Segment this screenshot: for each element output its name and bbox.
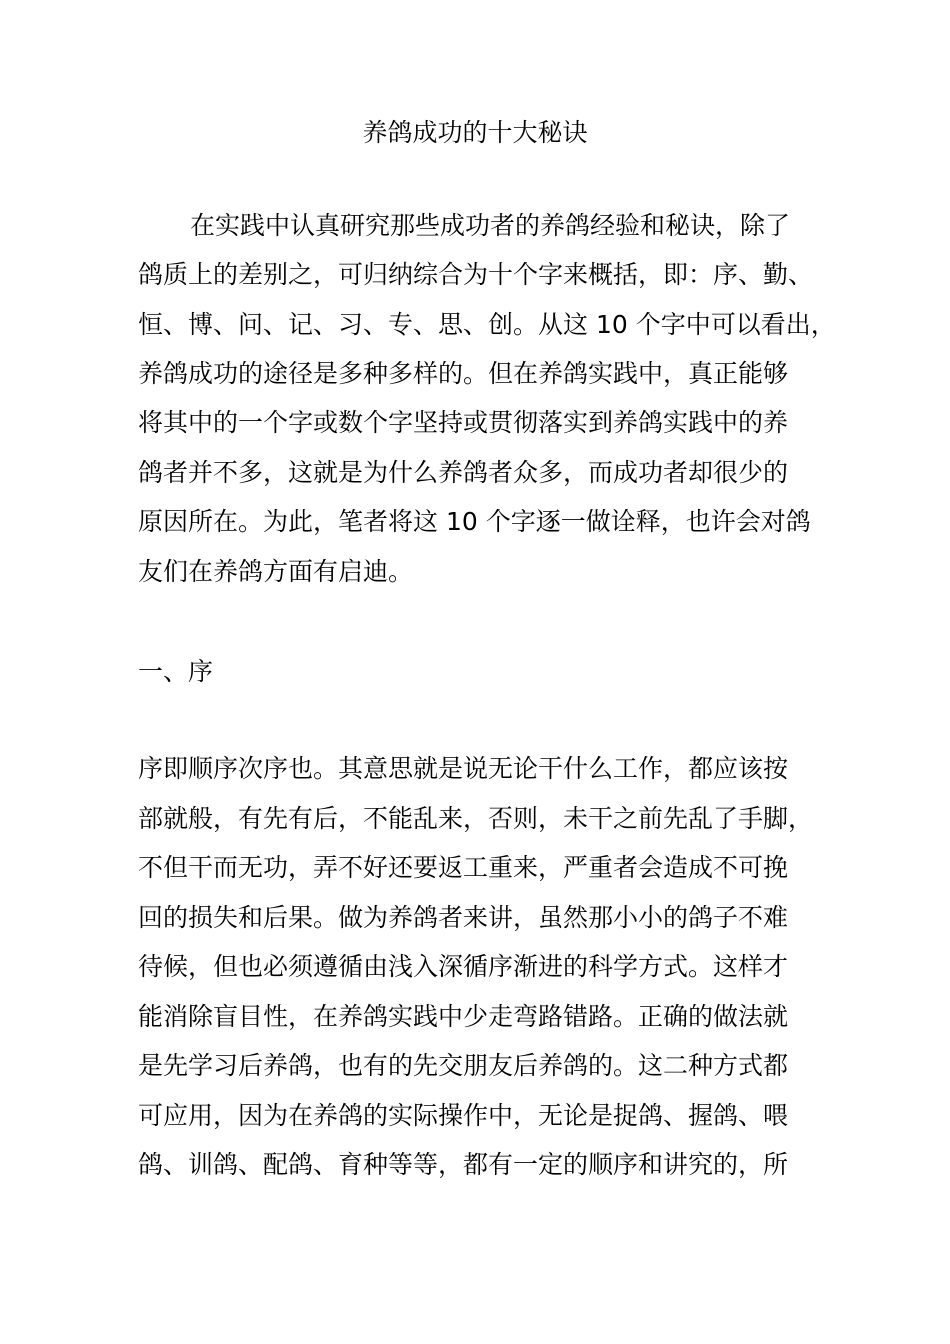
paragraph-line: 回的损失和后果。做为养鸽者来讲，虽然那小小的鸽子不难 bbox=[138, 903, 789, 932]
paragraph-line: 是先学习后养鸽，也有的先交朋友后养鸽的。这二种方式都 bbox=[138, 1051, 789, 1080]
paragraph-line: 待候，但也必须遵循由浅入深循序渐进的科学方式。这样才 bbox=[138, 952, 789, 981]
paragraph-line: 部就般，有先有后，不能乱来，否则，未干之前先乱了手脚， bbox=[138, 804, 814, 833]
paragraph-line: 序即顺序次序也。其意思就是说无论干什么工作，都应该按 bbox=[138, 754, 789, 783]
document-title: 养鸽成功的十大秘诀 bbox=[362, 118, 588, 147]
paragraph-line: 原因所在。为此，笔者将这 10 个字逐一做诠释，也许会对鸽 bbox=[138, 507, 811, 536]
paragraph-line: 将其中的一个字或数个字坚持或贯彻落实到养鸽实践中的养 bbox=[138, 408, 789, 437]
paragraph-line: 鸽者并不多，这就是为什么养鸽者众多，而成功者却很少的 bbox=[138, 458, 789, 487]
paragraph-line: 鸽、训鸽、配鸽、育种等等，都有一定的顺序和讲究的，所 bbox=[138, 1150, 789, 1179]
paragraph-line: 可应用，因为在养鸽的实际操作中，无论是捉鸽、握鸽、喂 bbox=[138, 1101, 789, 1130]
paragraph-line: 在实践中认真研究那些成功者的养鸽经验和秘诀，除了 bbox=[190, 211, 791, 240]
paragraph-line: 养鸽成功的途径是多种多样的。但在养鸽实践中，真正能够 bbox=[138, 359, 789, 388]
paragraph-line: 友们在养鸽方面有启迪。 bbox=[138, 557, 414, 586]
paragraph-line: 恒、博、问、记、习、专、思、创。从这 10 个字中可以看出， bbox=[138, 310, 836, 339]
paragraph-line: 鸽质上的差别之，可归纳综合为十个字来概括，即：序、勤、 bbox=[138, 260, 814, 289]
paragraph-line: 不但干而无功，弄不好还要返工重来，严重者会造成不可挽 bbox=[138, 853, 789, 882]
section-heading: 一、序 bbox=[138, 657, 214, 686]
paragraph-line: 能消除盲目性，在养鸽实践中少走弯路错路。正确的做法就 bbox=[138, 1002, 789, 1031]
